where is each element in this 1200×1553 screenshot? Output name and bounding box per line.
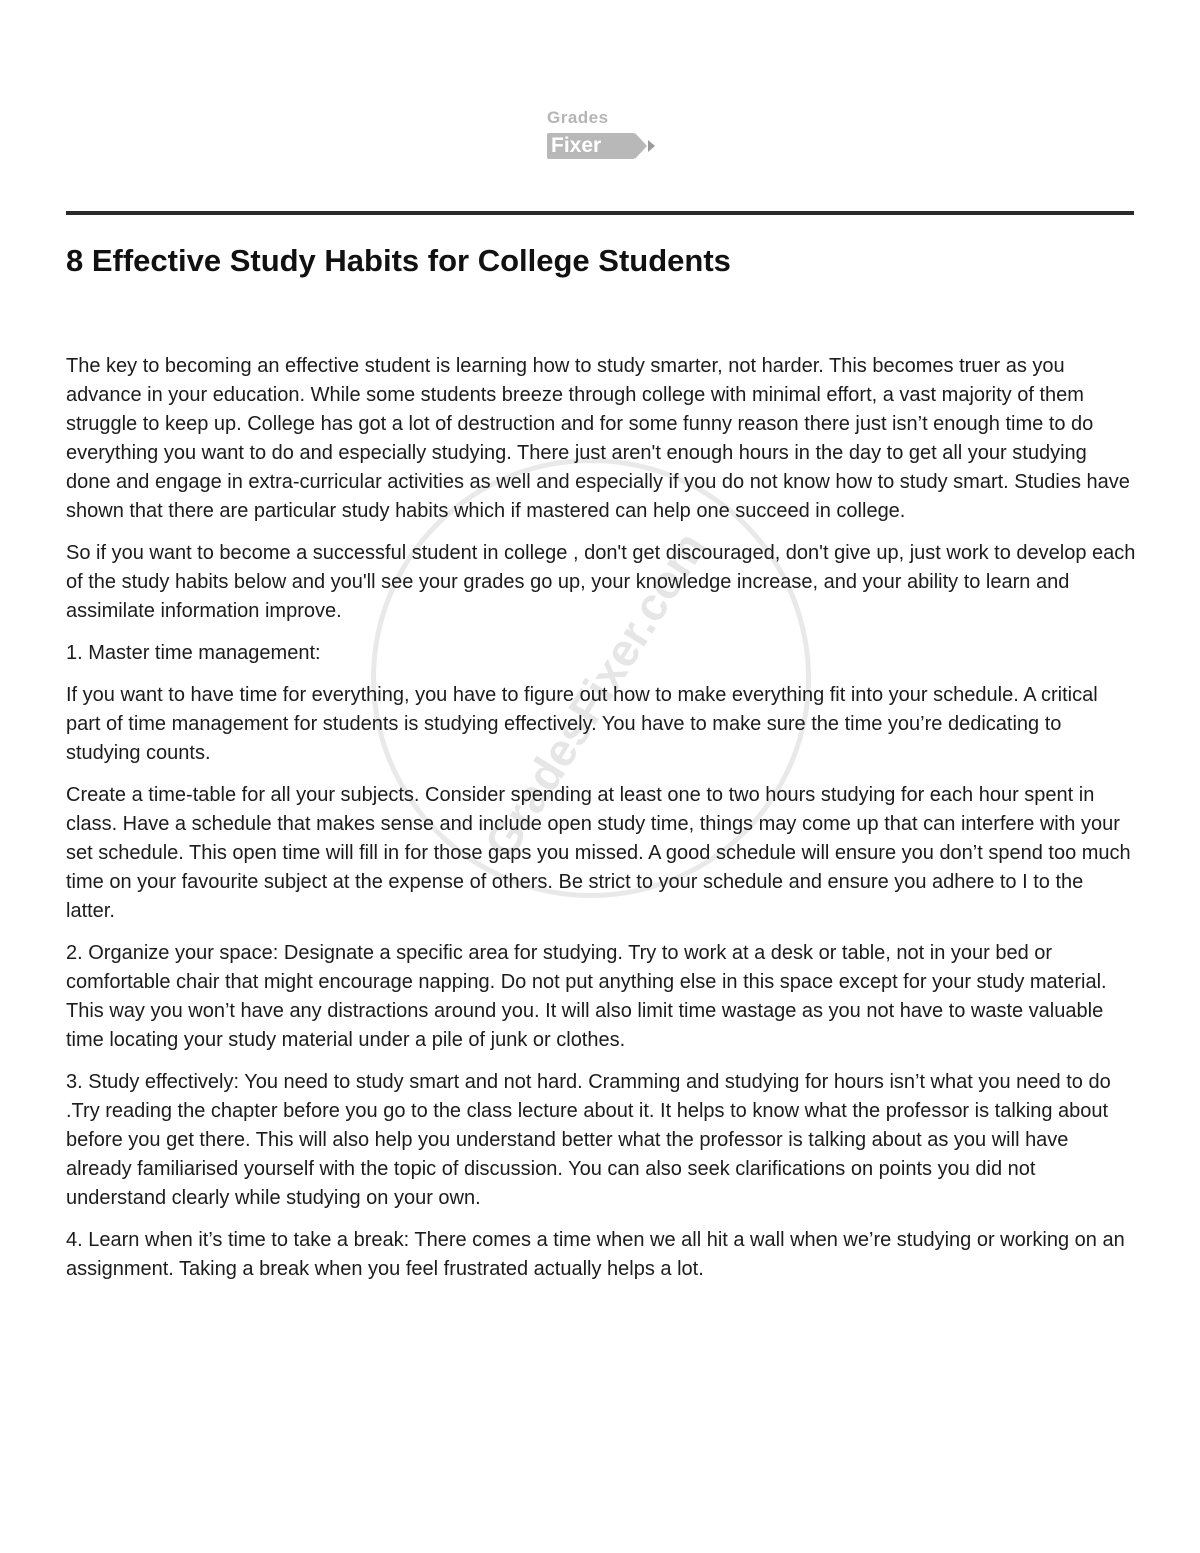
paragraph-intro: The key to becoming an effective student is learning how to study smarter, not harder. This becomes truer as you advance in your education. While some students breeze through college with minimal effort, a vast majority of them struggle to keep up. College has got a lot of destruction and for some funny reason there just isn’t enough time to do everything you want to do and especially studying. There just aren't enough hours in the day to get all your studying done and engage in extra-curricular activities as well and especially if you do not know how to study smart. Studies have shown that there are particular study habits which if mastered can help one succeed in college. [66,355,1130,522]
habit-1-text: If you want to have time for everything, you have to figure out how to make everything fit into your schedule. A critical part of time management for students is studying effectively. You have to make sure the time you’re dedicating to studying counts. [66,684,1098,764]
gradesfixer-logo [547,108,655,160]
habit-2-text: 2. Organize your space: Designate a specific area for studying. Try to work at a desk or table, not in your bed or comfortable chair that might encourage napping. Do not put anything else in this space except for your study material. This way you won’t have any distractions around you. It will also limit time wastage as you not have to waste valuable time locating your study material under a pile of junk or clothes. [66,942,1107,1051]
logo-tag [547,133,635,159]
document-body [66,352,1136,1297]
header-divider [66,211,1134,215]
watermark-text: GradesFixer.com [474,522,716,868]
logo-top-text: Grades [547,108,609,127]
logo-arrow-icon [648,140,655,152]
document-title: 8 Effective Study Habits for College Students [66,243,731,278]
paragraph-motivation: So if you want to become a successful student in college , don't get discouraged, don't give up, just work to develop each of the study habits below and you'll see your grades go up, your knowledge increase, and your ability to learn and assimilate information improve. [66,542,1136,622]
habit-4-text: 4. Learn when it’s time to take a break: There comes a time when we all hit a wall when we’re studying or working on an assignment. Taking a break when you feel frustrated actually helps a lot. [66,1229,1125,1280]
habit-3-text: 3. Study effectively: You need to study smart and not hard. Cramming and studying for hours isn’t what you need to do .Try reading the chapter before you go to the class lecture about it. It helps to know what the professor is talking about before you get there. This will also help you understand better what the professor is talking about as you will have already familiarised yourself with the topic of discussion. You can also seek clarifications on points you did not understand clearly while studying on your own. [66,1071,1111,1209]
habit-1-heading: 1. Master time management: [66,642,321,664]
logo-tag-text: Fixer [551,134,602,157]
habit-1-timetable: Create a time-table for all your subjects. Consider spending at least one to two hours studying for each hour spent in class. Have a schedule that makes sense and include open study time, things may come up that can interfere with your set schedule. This open time will fill in for those gaps you missed. A good schedule will ensure you don’t spend too much time on your favourite subject at the expense of others. Be strict to your schedule and ensure you adhere to I to the latter. [66,784,1131,922]
